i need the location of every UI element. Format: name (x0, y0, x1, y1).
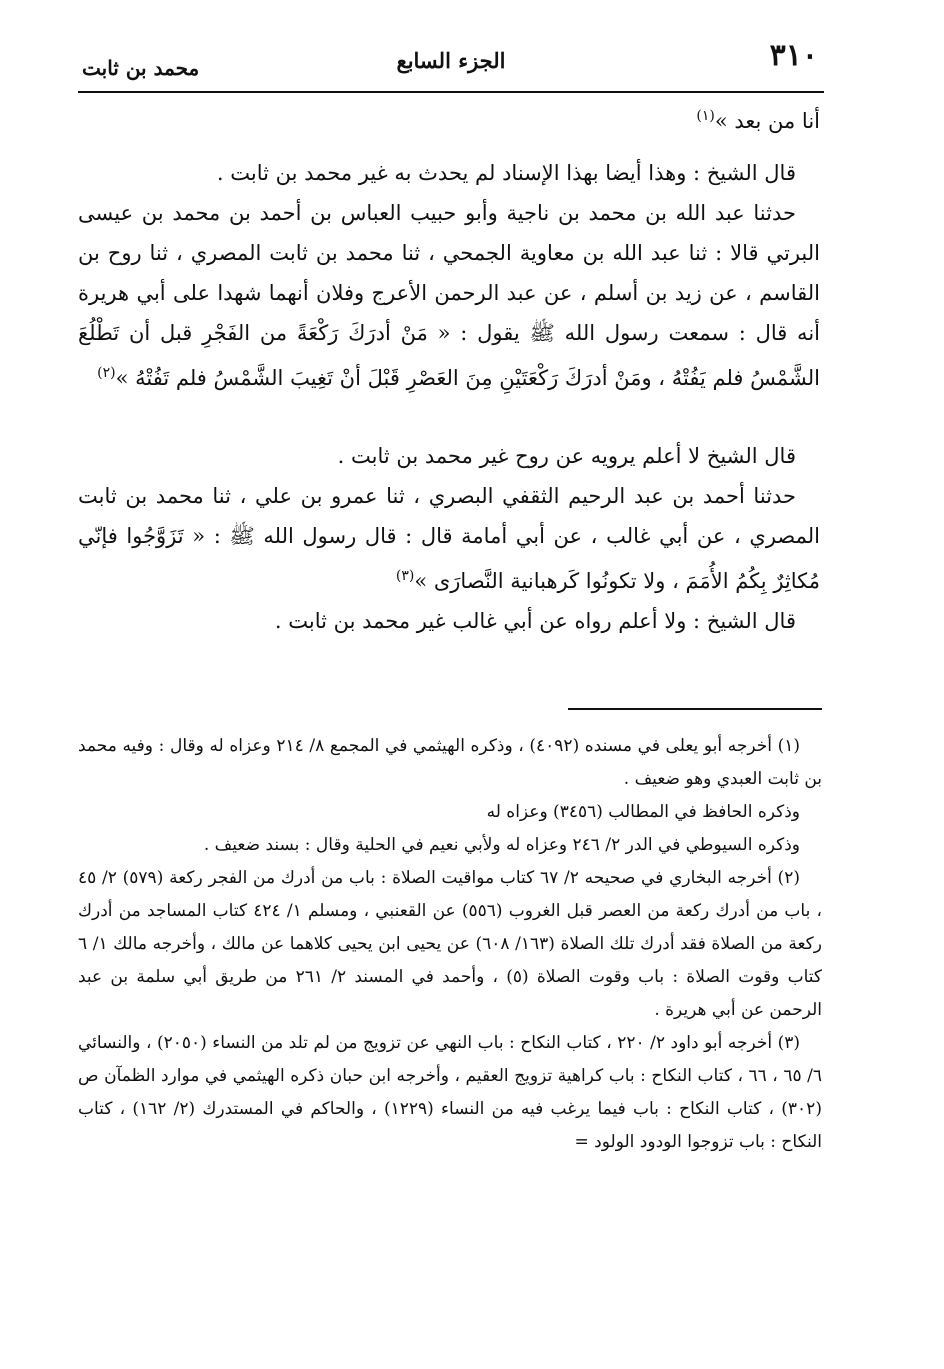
main-text (78, 96, 820, 641)
paragraph-hadith-2 (78, 476, 820, 601)
footnote-2: (٢) أخرجه البخاري في صحيحه ٢/ ٦٧ كتاب مواقيت الصلاة : باب من أدرك من الفجر ركعة (٥٧٩) ٢/ ٤٥ ، باب من أدرك ركعة من العصر قبل الغروب (٥٥٦) عن القعنبي ، ومسلم ١/ ٤٢٤ كتاب المساجد من أدرك ركعة من الصلاة فقد أدرك تلك الصلاة (١٦٣/ ٦٠٨) عن يحيى ابن يحيى كلاهما عن مالك ، وأخرجه مالك ١/ ٦ كتاب وقوت الصلاة : باب وقوت الصلاة (٥) ، وأحمد في المسند ٢/ ٢٦١ من طريق أبي سلمة بن عبد الرحمن عن أبي هريرة . (78, 868, 823, 1020)
footnote-ref-3: (٣) (395, 568, 415, 584)
footnotes (78, 730, 822, 1159)
footnote-1-line-2: وذكره الحافظ في المطالب (٣٤٥٦) وعزاه له (486, 802, 800, 822)
paragraph-sheikh-note-1: قال الشيخ : وهذا أيضا بهذا الإسناد لم يحدث به غير محمد بن ثابت . (216, 161, 796, 185)
footnote-1-line-3: وذكره السيوطي في الدر ٢/ ٢٤٦ وعزاه له ولأبي نعيم في الحلية وقال : بسند ضعيف . (203, 835, 800, 855)
footnote-divider (568, 708, 822, 710)
footnote-1: (١) أخرجه أبو يعلى في مسنده (٤٠٩٢) ، وذكره الهيثمي في المجمع ٨/ ٢١٤ وعزاه له وقال : وفيه محمد بن ثابت العبدي وهو ضعيف . (78, 736, 822, 789)
page-header (78, 38, 824, 86)
footnote-3: (٣) أخرجه أبو داود ٢/ ٢٢٠ ، كتاب النكاح : باب النهي عن تزويج من لم تلد من النساء (٢٠٥٠) ، والنسائي ٦/ ٦٥ ، ٦٦ ، كتاب النكاح : باب كراهية تزويج العقيم ، وأخرجه ابن حبان ذكره الهيثمي في موارد الظمآن ص (٣٠٢) ، كتاب النكاح : باب فيما يرغب فيه من النساء (١٢٢٩) ، والحاكم في المستدرك (٢/ ١٦٢) ، كتاب النكاح : باب تزوجوا الودود الولود = (78, 1033, 822, 1152)
paragraph-sheikh-note-2: قال الشيخ لا أعلم يرويه عن روح غير محمد بن ثابت . (337, 444, 796, 468)
paragraph-hadith-1 (78, 193, 820, 398)
paragraph-sheikh-note-3: قال الشيخ : ولا أعلم رواه عن أبي غالب غير محمد بن ثابت . (274, 609, 796, 633)
paragraph-continuation (78, 96, 820, 141)
footnote-ref-1: (١) (696, 108, 715, 124)
page-number: ٣١٠ (769, 38, 818, 73)
footnote-ref-2: (٢) (97, 365, 116, 381)
header-divider (78, 91, 824, 93)
running-name: محمد بن ثابت (82, 56, 200, 80)
paragraph-text: حدثنا عبد الله بن محمد بن ناجية وأبو حبيب العباس بن أحمد بن محمد بن عيسى البرتي قالا : ثنا عبد الله بن معاوية الجمحي ، ثنا محمد بن ثابت المصري ، ثنا روح بن القاسم ، عن زيد بن أسلم ، عن عبد الرحمن الأعرج وفلان أنهما شهدا على أبي هريرة أنه قال : سمعت رسول الله ﷺ يقول : « مَنْ أدرَكَ رَكْعَةً من الفَجْرِ قبل أن تَطْلُعَ الشَّمْسُ فلم يَفُتْهُ ، ومَنْ أدرَكَ رَكْعَتَيْنِ مِنَ العَصْرِ قَبْلَ أنْ تَغِيبَ الشَّمْسُ فلم تَفُتْهُ » (78, 201, 820, 390)
paragraph-text: حدثنا أحمد بن عبد الرحيم الثقفي البصري ، ثنا عمرو بن علي ، ثنا محمد بن ثابت المصري ، عن أبي غالب ، عن أبي أمامة قال : قال رسول الله ﷺ : « تَزَوَّجُوا فإنّي مُكاثِرٌ بِكُمُ الأُمَمَ ، ولا تكونُوا كَرهبانية النَّصارَى » (78, 484, 820, 593)
running-title: الجزء السابع (396, 48, 506, 73)
paragraph-text: أنا من بعد » (714, 109, 820, 133)
